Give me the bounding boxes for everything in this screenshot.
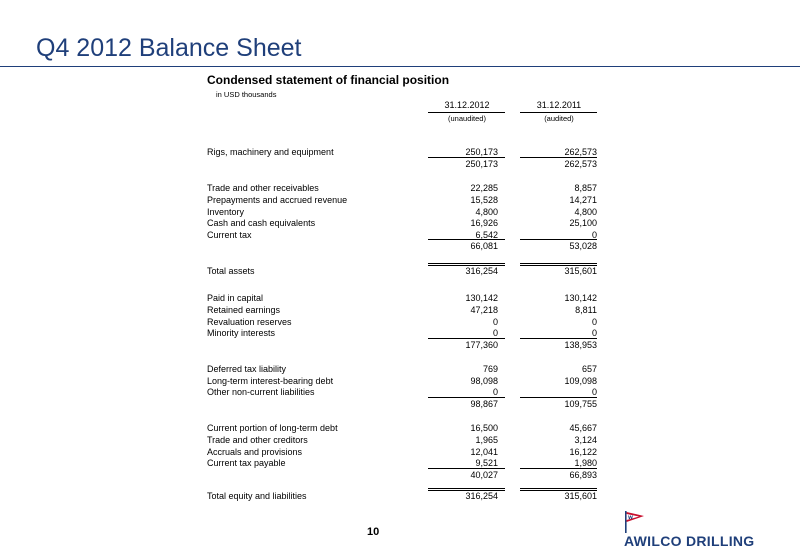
row-label: Other non-current liabilities [207, 387, 315, 397]
row-label: Retained earnings [207, 305, 281, 315]
table-row [207, 339, 597, 351]
value-2011: 53,028 [569, 241, 597, 251]
subtotal-rule [428, 488, 505, 489]
row-label: Prepayments and accrued revenue [207, 195, 348, 205]
svg-text:W: W [628, 516, 633, 521]
row-label: Total equity and liabilities [207, 491, 307, 501]
value-2012: 98,098 [470, 376, 498, 386]
units-note: in USD thousands [216, 90, 277, 99]
subtotal-rule [428, 468, 505, 469]
table-row [207, 217, 597, 229]
value-2011: 109,098 [564, 376, 597, 386]
row-label: Rigs, machinery and equipment [207, 147, 334, 157]
title-divider [0, 66, 800, 67]
value-2012: 250,173 [465, 147, 498, 157]
value-2012: 316,254 [465, 266, 498, 276]
value-2011: 262,573 [564, 159, 597, 169]
table-row [207, 422, 597, 434]
subtotal-rule [520, 338, 597, 339]
subtotal-rule [428, 263, 505, 264]
value-2011: 66,893 [569, 470, 597, 480]
value-2012: 4,800 [475, 207, 498, 217]
value-2011: 315,601 [564, 491, 597, 501]
row-label: Inventory [207, 207, 245, 217]
table-row [207, 265, 597, 277]
row-label: Paid in capital [207, 293, 264, 303]
value-2012: 0 [492, 387, 498, 397]
table-row [207, 194, 597, 206]
value-2011: 109,755 [564, 399, 597, 409]
column-header-2012: 31.12.2012 [444, 100, 490, 110]
value-2011: 4,800 [574, 207, 597, 217]
page-number: 10 [367, 526, 380, 538]
statement-title: Condensed statement of financial position [207, 73, 450, 87]
table-row [207, 469, 597, 481]
table-row [207, 158, 597, 170]
page-title: Q4 2012 Balance Sheet [36, 34, 302, 62]
value-2012: 16,500 [470, 423, 498, 433]
column-header-2011: 31.12.2011 [536, 100, 582, 110]
row-label: Current portion of long-term debt [207, 423, 338, 433]
value-2012: 22,285 [470, 183, 498, 193]
value-2012: 130,142 [465, 293, 498, 303]
subtotal-rule [520, 239, 597, 240]
value-2011: 8,857 [574, 183, 597, 193]
subtotal-rule [520, 265, 597, 266]
table-row [207, 490, 597, 502]
table-row [207, 434, 597, 446]
value-2011: 138,953 [564, 340, 597, 350]
value-2012: 0 [492, 317, 498, 327]
row-label: Minority interests [207, 328, 276, 338]
value-2012: 16,926 [470, 218, 498, 228]
subtotal-rule [520, 157, 597, 158]
value-2011: 1,980 [574, 458, 597, 468]
value-2012: 47,218 [470, 305, 498, 315]
table-row [207, 398, 597, 410]
subtotal-rule [520, 263, 597, 264]
value-2012: 40,027 [470, 470, 498, 480]
row-label: Accruals and provisions [207, 447, 303, 457]
value-2012: 250,173 [465, 159, 498, 169]
row-label: Long-term interest-bearing debt [207, 376, 334, 386]
value-2012: 769 [482, 364, 498, 374]
table-row [207, 240, 597, 252]
value-2011: 130,142 [564, 293, 597, 303]
row-label: Current tax [207, 230, 252, 240]
flag-icon [622, 510, 648, 534]
row-label: Revaluation reserves [207, 317, 292, 327]
subtotal-rule [520, 468, 597, 469]
row-label: Trade and other creditors [207, 435, 308, 445]
value-2011: 0 [591, 317, 597, 327]
value-2011: 315,601 [564, 266, 597, 276]
row-label: Total assets [207, 266, 255, 276]
value-2011: 8,811 [575, 305, 597, 315]
value-2012: 0 [492, 328, 498, 338]
column-note-2012: (unaudited) [448, 114, 486, 123]
subtotal-rule [520, 488, 597, 489]
value-2011: 0 [591, 230, 597, 240]
table-row [207, 304, 597, 316]
value-2012: 9,521 [475, 458, 498, 468]
value-2012: 316,254 [465, 491, 498, 501]
column-header-rule [428, 112, 505, 113]
row-label: Trade and other receivables [207, 183, 319, 193]
value-2011: 262,573 [564, 147, 597, 157]
table-row [207, 182, 597, 194]
row-label: Cash and cash equivalents [207, 218, 316, 228]
value-2011: 3,124 [574, 435, 597, 445]
column-header-rule [520, 112, 597, 113]
value-2011: 14,271 [569, 195, 597, 205]
subtotal-rule [428, 157, 505, 158]
value-2012: 177,360 [465, 340, 498, 350]
value-2011: 0 [591, 387, 597, 397]
value-2012: 1,965 [475, 435, 498, 445]
row-label: Current tax payable [207, 458, 286, 468]
table-row [207, 292, 597, 304]
value-2011: 0 [591, 328, 597, 338]
value-2012: 98,867 [470, 399, 498, 409]
value-2011: 25,100 [569, 218, 597, 228]
value-2012: 66,081 [470, 241, 498, 251]
subtotal-rule [428, 490, 505, 491]
value-2011: 16,122 [569, 447, 597, 457]
subtotal-rule [428, 338, 505, 339]
column-note-2011: (audited) [544, 114, 574, 123]
row-label: Deferred tax liability [207, 364, 287, 374]
subtotal-rule [428, 265, 505, 266]
subtotal-rule [520, 490, 597, 491]
table-row [207, 363, 597, 375]
subtotal-rule [428, 239, 505, 240]
value-2012: 12,041 [470, 447, 498, 457]
value-2012: 6,542 [475, 230, 498, 240]
value-2011: 45,667 [569, 423, 597, 433]
subtotal-rule [428, 397, 505, 398]
value-2012: 15,528 [470, 195, 498, 205]
subtotal-rule [520, 397, 597, 398]
company-logo-text: AWILCO DRILLING [624, 533, 755, 549]
value-2011: 657 [581, 364, 597, 374]
